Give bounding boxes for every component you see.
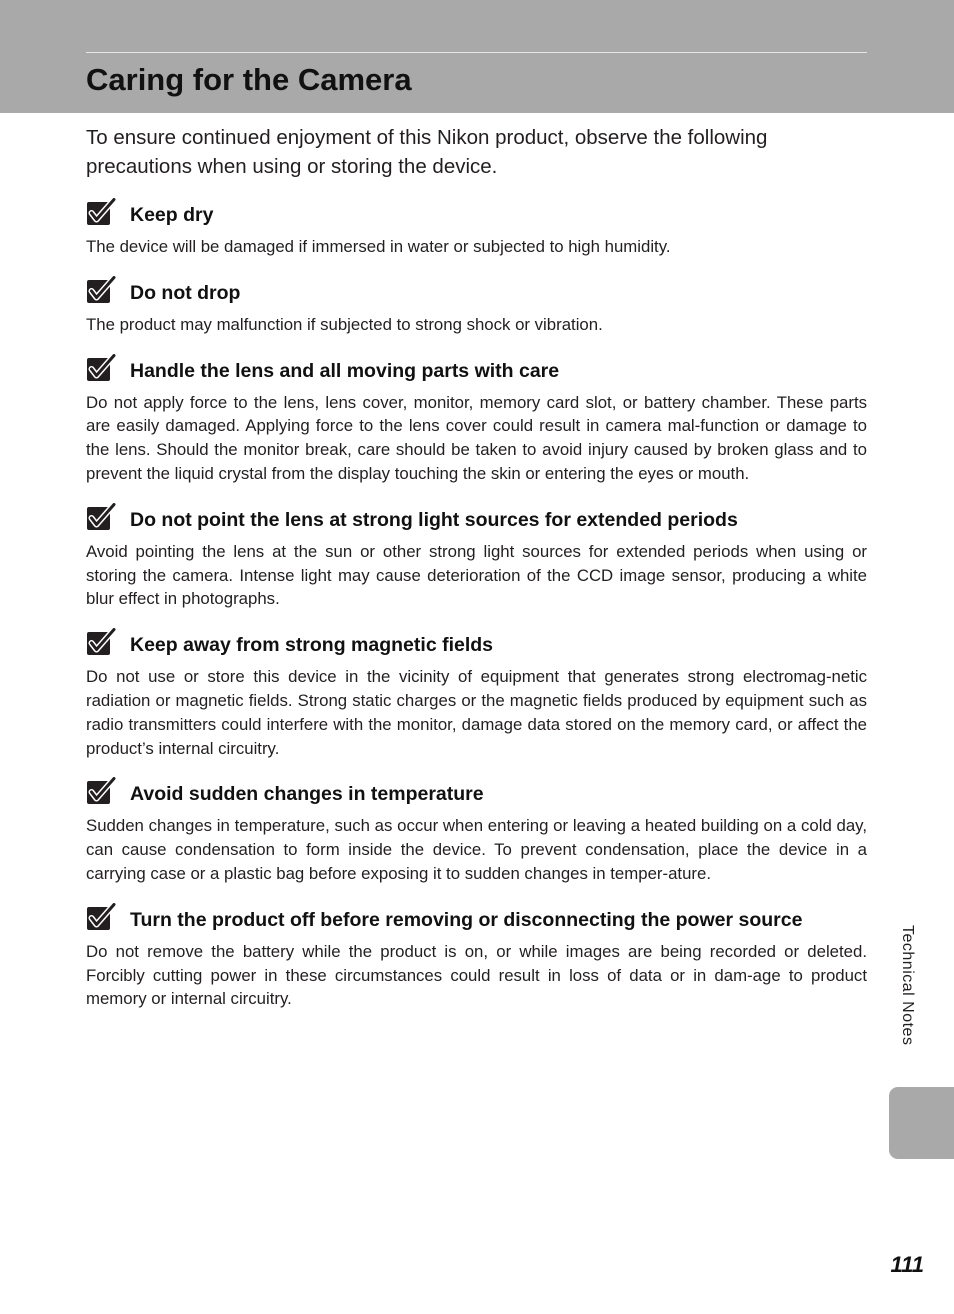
section-heading <box>86 903 867 934</box>
section-title: Do not point the lens at strong light sources for extended periods <box>130 508 738 531</box>
side-tab-label: Technical Notes <box>899 925 916 1046</box>
section-heading <box>86 198 867 229</box>
section-title: Keep dry <box>130 204 214 226</box>
section-magnetic-fields <box>86 628 867 760</box>
section-body: Do not apply force to the lens, lens cover, monitor, memory card slot, or battery chamber. These parts are easily damaged. Applying force to the lens cover could result in camera mal-function or damage to the lens. Should the monitor break, care should be taken to avoid injury caused by broken glass and to prevent the liquid crystal from the display touching the skin or entering the eyes or mouth. <box>86 392 867 483</box>
section-body: Do not use or store this device in the vicinity of equipment that generates strong electromag-netic radiation or magnetic fields. Strong static charges or the magnetic fields produced by equipment such as radio transmitters could interfere with the monitor, damage data stored on the memory card, or affect the product’s internal circuitry. <box>86 667 867 758</box>
checkmark-icon <box>86 503 116 531</box>
page-title: Caring for the Camera <box>86 62 412 97</box>
section-title: Keep away from strong magnetic fields <box>130 634 494 657</box>
header-rule <box>86 52 867 53</box>
section-title: Turn the product off before removing or disconnecting the power source <box>130 908 803 931</box>
section-handle-lens <box>86 354 867 486</box>
section-do-not-drop <box>86 276 867 337</box>
checkmark-icon <box>86 276 116 304</box>
section-power-source <box>86 903 867 1011</box>
intro-paragraph: To ensure continued enjoyment of this Nikon product, observe the following precautions when using or storing the device. <box>86 126 768 178</box>
checkmark-icon <box>86 777 116 805</box>
section-heading <box>86 628 867 659</box>
checkmark-icon <box>86 628 116 656</box>
section-title: Do not drop <box>130 281 241 304</box>
side-tab <box>889 1087 954 1159</box>
checkmark-icon <box>86 198 116 226</box>
section-heading <box>86 354 867 385</box>
section-body: The device will be damaged if immersed in water or subjected to high humidity. <box>86 237 671 256</box>
section-temperature <box>86 777 867 885</box>
section-heading <box>86 276 867 307</box>
section-body: The product may malfunction if subjected to strong shock or vibration. <box>86 314 603 334</box>
section-title: Avoid sudden changes in temperature <box>130 783 484 806</box>
section-heading <box>86 503 867 534</box>
checkmark-icon <box>86 354 116 382</box>
section-heading <box>86 777 867 808</box>
section-body: Do not remove the battery while the product is on, or while images are being recorded or deleted. Forcibly cutting power in these circumstances could result in loss of data or in dam-age to product memory or internal circuitry. <box>86 941 867 1009</box>
page-number: 111 <box>890 1252 924 1277</box>
section-strong-light <box>86 503 867 611</box>
section-body: Sudden changes in temperature, such as occur when entering or leaving a heated building on a cold day, can cause condensation to form inside the device. To prevent condensation, place the device in a carrying case or a plastic bag before exposing it to sudden changes in temper-ature. <box>86 816 867 883</box>
checkmark-icon <box>86 903 116 931</box>
section-keep-dry <box>86 198 867 259</box>
section-title: Handle the lens and all moving parts with care <box>130 359 560 382</box>
sections-list <box>86 198 867 1028</box>
section-body: Avoid pointing the lens at the sun or other strong light sources for extended periods when using or storing the camera. Intense light may cause deterioration of the CCD image sensor, producing a white blur effect in photographs. <box>86 541 867 609</box>
